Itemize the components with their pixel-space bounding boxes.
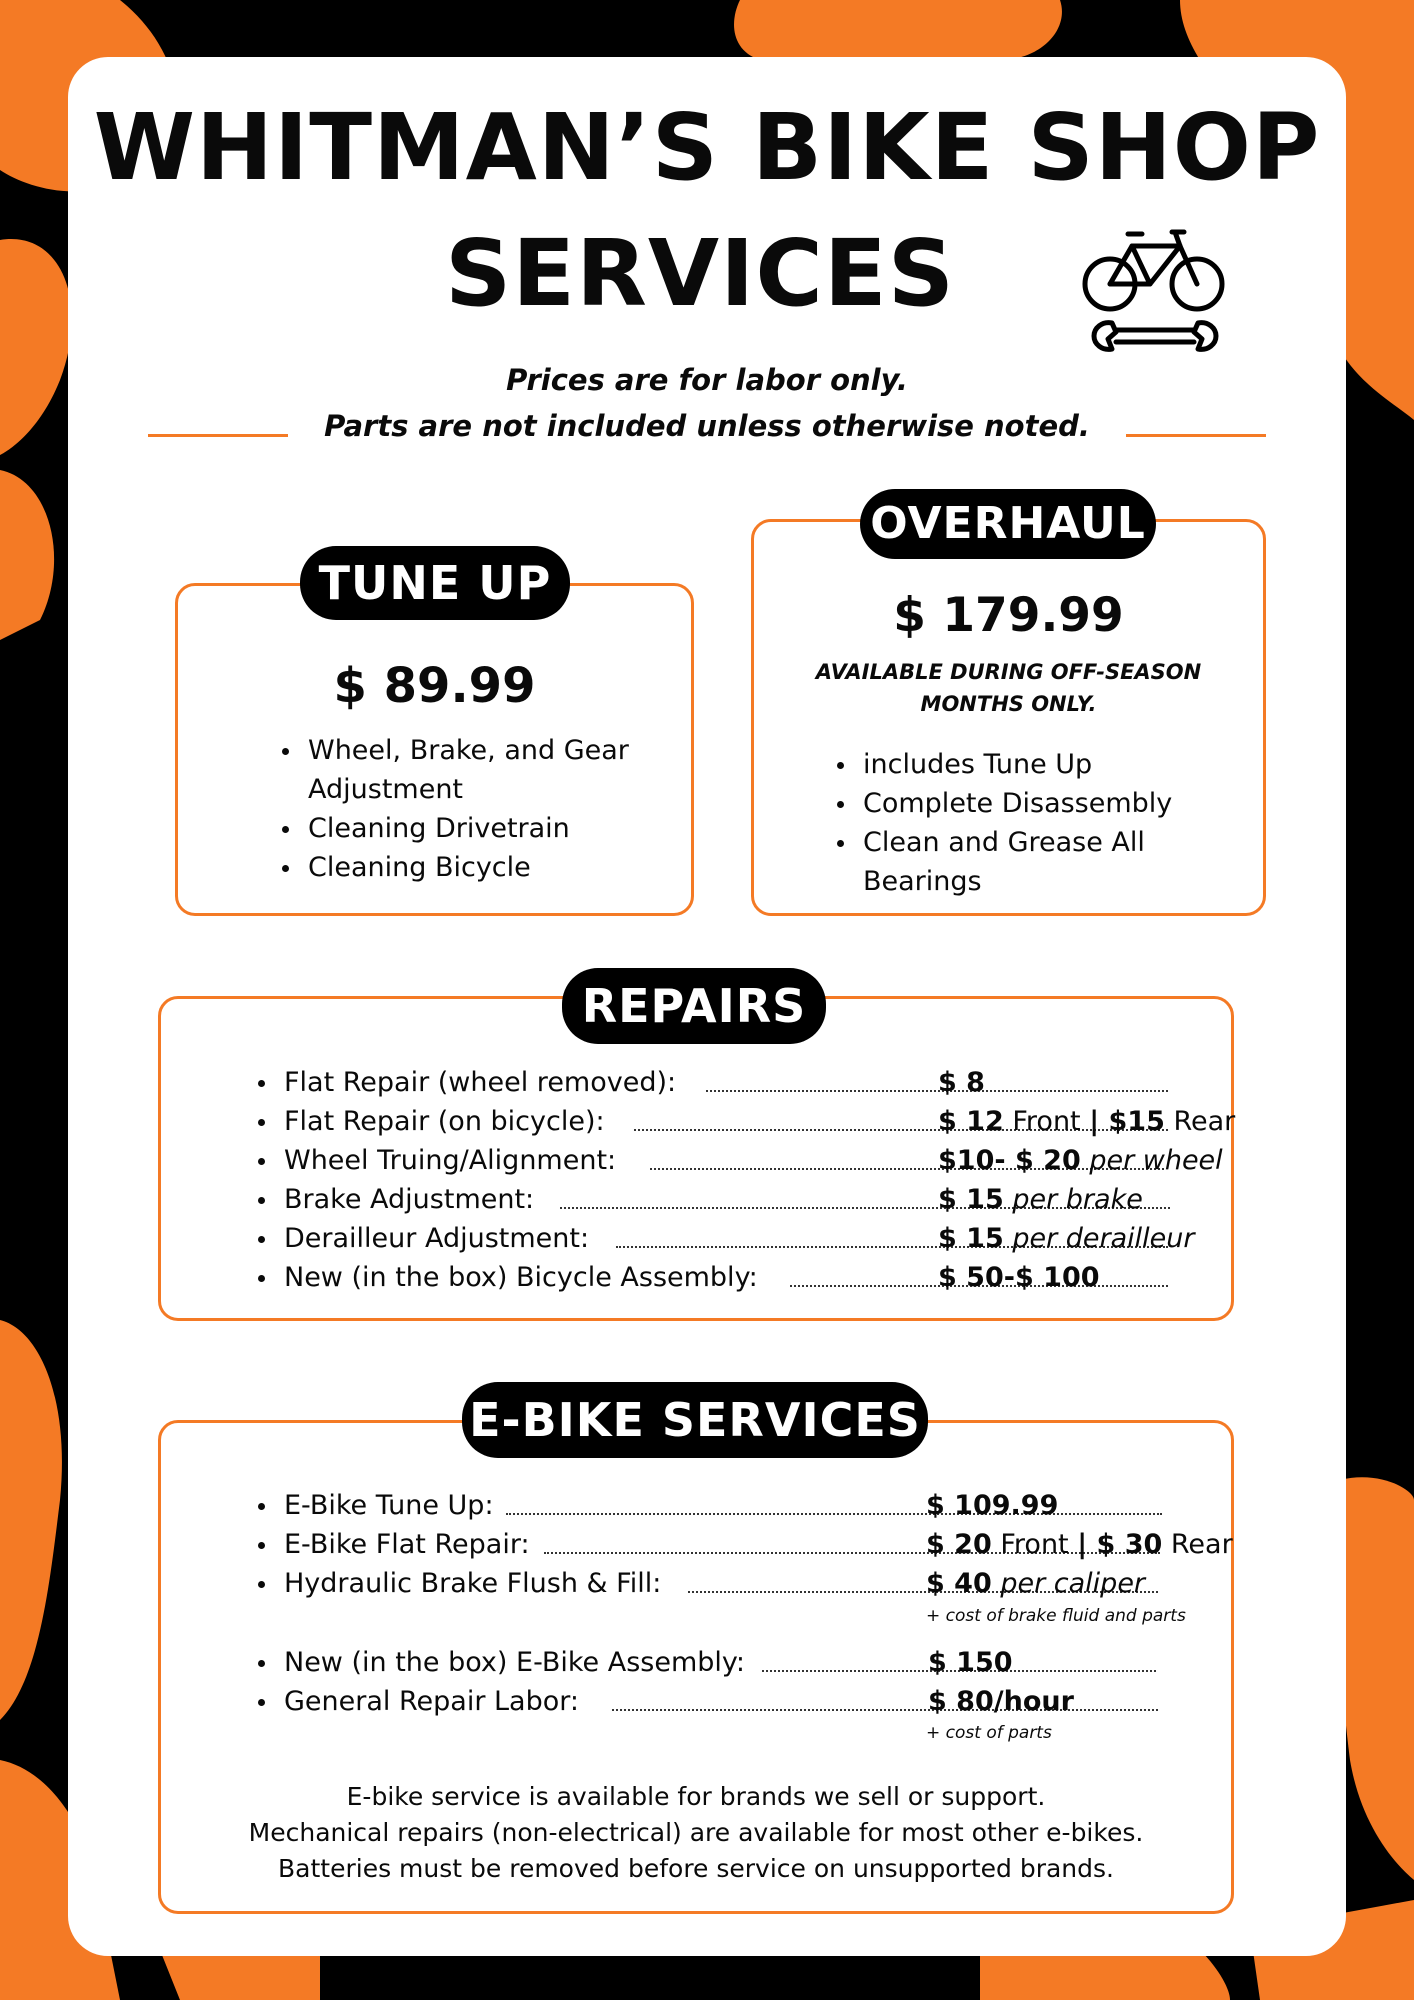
list-item: Complete Disassembly <box>833 784 1233 823</box>
ebike-row-general-repair <box>254 1682 1234 1721</box>
repair-price-front-label: Front <box>1003 1106 1090 1137</box>
overhaul-price: $ 179.99 <box>893 588 1124 643</box>
ebike-row-assembly <box>254 1643 1234 1682</box>
ebike-footer-line3: Batteries must be removed before service on unsupported brands. <box>278 1854 1114 1883</box>
ebike-price-unit: per caliper <box>991 1568 1146 1599</box>
repair-price: $ 15 <box>938 1223 1004 1254</box>
ebike-label: E-Bike Tune Up: <box>284 1490 494 1521</box>
overhaul-availability-line1: AVAILABLE DURING OFF-SEASON <box>815 660 1202 684</box>
repair-price: $ 50-$ 100 <box>938 1262 1100 1293</box>
ebike-price-rear-label: Rear <box>1162 1529 1233 1560</box>
ebike-price-front: $ 20 <box>926 1529 992 1560</box>
ebike-price: $ 109.99 <box>926 1490 1059 1521</box>
ebike-row-tune-up <box>254 1486 1234 1525</box>
overhaul-title: OVERHAUL <box>860 489 1156 559</box>
labor-cost-note: + cost of parts <box>926 1723 1052 1743</box>
repair-price: $ 8 <box>938 1067 985 1098</box>
ebike-label: Hydraulic Brake Flush & Fill: <box>284 1568 662 1599</box>
repair-price-unit: per wheel <box>1080 1145 1223 1176</box>
bicycle-wrench-icon <box>1080 226 1230 358</box>
ebike-label: General Repair Labor: <box>284 1686 579 1717</box>
repair-price-unit: per derailleur <box>1003 1223 1195 1254</box>
list-item: Cleaning Bicycle <box>278 848 638 887</box>
ebike-services-title: E-BIKE SERVICES <box>462 1382 928 1458</box>
repair-label: Derailleur Adjustment: <box>284 1223 590 1254</box>
repair-price-rear-label: Rear <box>1164 1106 1236 1137</box>
ebike-label: E-Bike Flat Repair: <box>284 1529 530 1560</box>
labor-note-line1: Prices are for labor only. <box>506 363 908 397</box>
repair-label: Flat Repair (wheel removed): <box>284 1067 677 1098</box>
divider-right <box>1126 434 1266 437</box>
repair-label: New (in the box) Bicycle Assembly: <box>284 1262 758 1293</box>
repair-price: $10- $ 20 <box>938 1145 1081 1176</box>
brake-flush-cost-note: + cost of brake fluid and parts <box>926 1606 1186 1626</box>
ebike-price: $ 40 <box>926 1568 992 1599</box>
repair-price-front: $ 12 <box>938 1106 1004 1137</box>
price-separator: | <box>1077 1529 1088 1560</box>
ebike-row-flat-repair <box>254 1525 1234 1564</box>
repair-price-rear: $15 <box>1099 1106 1165 1137</box>
ebike-price: $ 80/hour <box>928 1686 1074 1717</box>
repair-row-flat-on-bicycle <box>254 1102 1234 1141</box>
repair-price: $ 15 <box>938 1184 1004 1215</box>
list-item: Wheel, Brake, and Gear Adjustment <box>278 731 638 809</box>
repair-row-brake-adjustment <box>254 1180 1234 1219</box>
overhaul-list <box>833 745 1233 901</box>
repair-price-unit: per brake <box>1003 1184 1143 1215</box>
tune-up-list <box>278 731 638 887</box>
list-item: Clean and Grease All Bearings <box>833 823 1233 901</box>
ebike-price: $ 150 <box>928 1647 1013 1678</box>
repair-row-derailleur-adjustment <box>254 1219 1234 1258</box>
repair-row-flat-wheel-removed <box>254 1063 1234 1102</box>
page-title: WHITMAN’S BIKE SHOP <box>93 94 1321 201</box>
ebike-footer-line2: Mechanical repairs (non-electrical) are available for most other e-bikes. <box>248 1818 1144 1847</box>
ebike-row-hydraulic-brake <box>254 1564 1234 1603</box>
repair-label: Flat Repair (on bicycle): <box>284 1106 605 1137</box>
tune-up-price: $ 89.99 <box>333 658 536 714</box>
divider-left <box>148 434 288 437</box>
ebike-footer-line1: E-bike service is available for brands we sell or support. <box>346 1782 1046 1811</box>
tune-up-title: TUNE UP <box>300 546 570 620</box>
list-item: Cleaning Drivetrain <box>278 809 638 848</box>
price-separator: | <box>1089 1106 1100 1137</box>
ebike-price-rear: $ 30 <box>1087 1529 1163 1560</box>
repair-row-bicycle-assembly <box>254 1258 1234 1297</box>
overhaul-availability-line2: MONTHS ONLY. <box>920 692 1097 716</box>
ebike-label: New (in the box) E-Bike Assembly: <box>284 1647 746 1678</box>
repair-row-wheel-truing <box>254 1141 1234 1180</box>
list-item: includes Tune Up <box>833 745 1233 784</box>
repair-label: Brake Adjustment: <box>284 1184 535 1215</box>
page-subtitle: SERVICES <box>444 220 955 327</box>
repair-label: Wheel Truing/Alignment: <box>284 1145 617 1176</box>
ebike-price-front-label: Front <box>991 1529 1078 1560</box>
labor-note-line2: Parts are not included unless otherwise noted. <box>324 409 1090 443</box>
repairs-title: REPAIRS <box>562 968 826 1044</box>
